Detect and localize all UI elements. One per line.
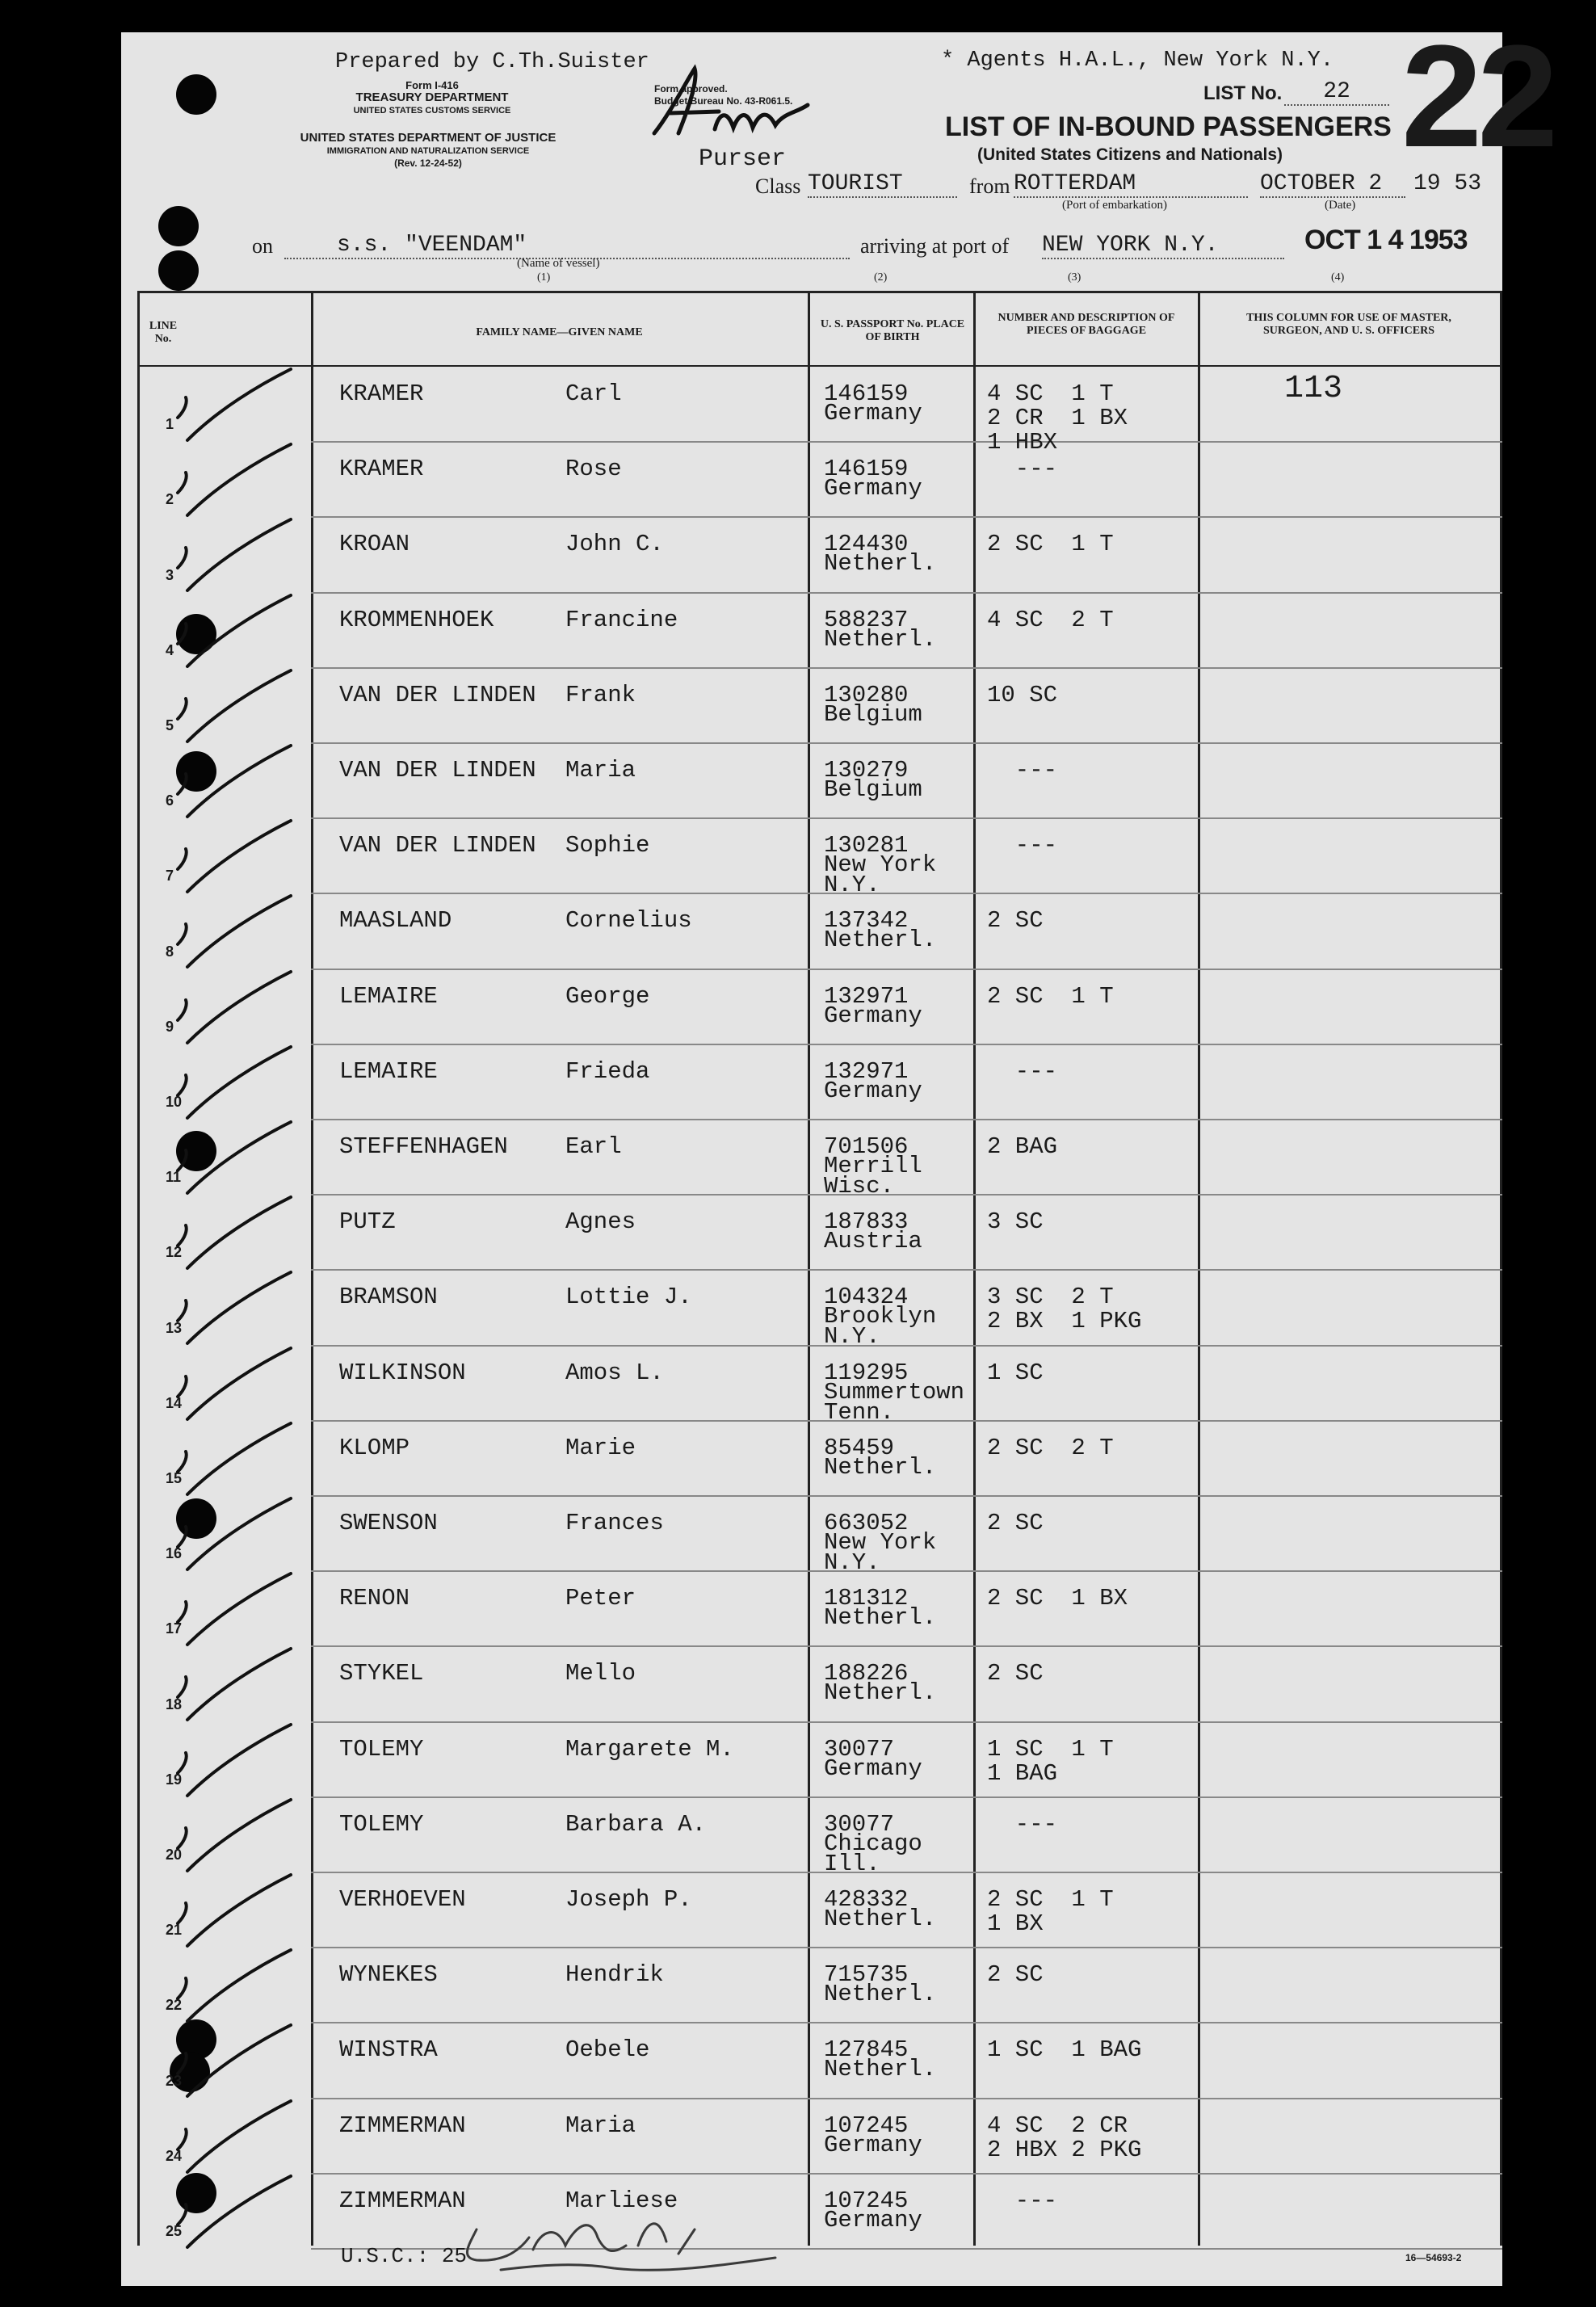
place-of-birth: Germany (824, 2131, 922, 2158)
passport-number: 188226 (824, 1660, 909, 1687)
ins: IMMIGRATION AND NATURALIZATION SERVICE (326, 146, 530, 156)
line-number: 12 (166, 1244, 183, 1261)
treasury-dept: TREASURY DEPARTMENT (355, 90, 509, 104)
line-number: 5 (166, 716, 174, 733)
passport-number: 132971 (824, 982, 909, 1010)
table-row (137, 1572, 1502, 1647)
list-no: 22 (1284, 79, 1389, 106)
place-of-birth: Netherl. (824, 550, 937, 578)
col-num-1: (1) (537, 271, 551, 284)
place-of-birth: Netherl. (824, 2056, 937, 2083)
family-name: STYKEL (339, 1660, 424, 1687)
family-name: VERHOEVEN (339, 1886, 466, 1913)
table-row (137, 1647, 1502, 1722)
line-number: 13 (166, 1319, 183, 1336)
passport-number: 137342 (824, 907, 909, 935)
baggage: --- (987, 456, 1058, 483)
place-of-birth: Merrill Wisc. (824, 1153, 922, 1200)
embarkation-date: OCTOBER 2 (1260, 171, 1405, 198)
given-name: Peter (565, 1585, 636, 1612)
place-of-birth: Netherl. (824, 625, 937, 653)
table-row (137, 744, 1502, 819)
family-name: KROMMENHOEK (339, 606, 494, 633)
given-name: Francine (565, 606, 678, 633)
family-name: TOLEMY (339, 1810, 424, 1838)
passport-number: 701506 (824, 1133, 909, 1160)
table-row (137, 2023, 1502, 2099)
table-row (137, 1873, 1502, 1948)
line-number: 24 (166, 2147, 183, 2164)
revision: (Rev. 12-24-52) (394, 158, 462, 169)
justice-dept: UNITED STATES DEPARTMENT OF JUSTICE (300, 131, 556, 145)
passport-number: 663052 (824, 1510, 909, 1536)
date-caption: (Date) (1325, 199, 1356, 212)
col-num-4: (4) (1331, 271, 1345, 284)
print-code: 16—54693-2 (1405, 2252, 1462, 2263)
family-name: SWENSON (339, 1510, 438, 1536)
passport-number: 130279 (824, 757, 909, 784)
passport-number: 132971 (824, 1057, 909, 1085)
place-of-birth: Netherl. (824, 1604, 937, 1632)
table-row (137, 1120, 1502, 1200)
punch-hole (176, 74, 216, 115)
line-number: 21 (166, 1922, 183, 1939)
punch-hole (158, 206, 199, 246)
from-label: from (969, 174, 1010, 198)
given-name: Rose (565, 456, 622, 483)
family-name: KRAMER (339, 456, 424, 483)
place-of-birth: Germany (824, 1754, 922, 1782)
passport-number: 187833 (824, 1208, 909, 1236)
table-row (137, 1422, 1502, 1497)
baggage: 4 SC 2 CR 2 HBX 2 PKG (987, 2112, 1142, 2163)
header-line-no: LINE No. (149, 320, 178, 345)
passport-number: 130280 (824, 681, 909, 708)
place-of-birth: Germany (824, 400, 922, 427)
place-of-birth: Germany (824, 1077, 922, 1104)
baggage: 2 SC (987, 1510, 1044, 1536)
table-row (137, 970, 1502, 1045)
line-number: 11 (166, 1169, 182, 1186)
line-number: 4 (166, 641, 174, 658)
table-row (137, 1497, 1502, 1576)
baggage: --- (987, 1810, 1058, 1838)
given-name: George (565, 982, 650, 1010)
purser-signature (638, 57, 816, 145)
check-mark (170, 2168, 347, 2257)
given-name: Hendrik (565, 1961, 664, 1989)
form-approved: Form approved. (654, 83, 728, 95)
passport-number: 104324 (824, 1284, 909, 1311)
agents-line: * Agents H.A.L., New York N.Y. (941, 48, 1334, 73)
passport-number: 428332 (824, 1886, 909, 1913)
baggage: 2 SC 2 T (987, 1434, 1114, 1461)
table-row (137, 1948, 1502, 2023)
col-num-2: (2) (874, 271, 888, 284)
baggage: 1 SC (987, 1359, 1044, 1386)
class-value: TOURIST (808, 171, 957, 198)
line-number: 18 (166, 1696, 183, 1712)
passport-number: 85459 (824, 1434, 895, 1461)
table-row (137, 894, 1502, 969)
family-name: TOLEMY (339, 1735, 424, 1763)
passport-number: 119295 (824, 1359, 909, 1386)
baggage: 2 SC (987, 1660, 1044, 1687)
baggage: 2 BAG (987, 1133, 1058, 1160)
place-of-birth: New York N.Y. (824, 851, 937, 899)
given-name: Barbara A. (565, 1810, 707, 1838)
budget-bureau: Budget Bureau No. 43-R061.5. (654, 95, 793, 107)
customs-service: UNITED STATES CUSTOMS SERVICE (353, 106, 511, 116)
embarkation-caption: (Port of embarkation) (1062, 199, 1167, 212)
place-of-birth: Germany (824, 2206, 922, 2233)
family-name: WINSTRA (339, 2036, 438, 2064)
given-name: Cornelius (565, 907, 692, 935)
baggage: 1 SC 1 BAG (987, 2036, 1142, 2064)
given-name: John C. (565, 531, 664, 558)
passport-number: 127845 (824, 2036, 909, 2064)
form-number: Form I-416 (405, 79, 459, 91)
given-name: Lottie J. (565, 1284, 692, 1311)
passport-number: 107245 (824, 2112, 909, 2139)
place-of-birth: Belgium (824, 700, 922, 728)
baggage: 1 SC 1 T 1 BAG (987, 1735, 1114, 1787)
family-name: MAASLAND (339, 907, 452, 935)
family-name: WYNEKES (339, 1961, 438, 1989)
vessel-caption: (Name of vessel) (517, 257, 600, 270)
header-baggage: NUMBER AND DESCRIPTION OF PIECES OF BAGGAGE (998, 312, 1175, 337)
place-of-birth: Germany (824, 475, 922, 502)
arriving-label: arriving at port of (860, 234, 1010, 258)
family-name: VAN DER LINDEN (339, 681, 536, 708)
line-number: 9 (166, 1018, 174, 1035)
family-name: STEFFENHAGEN (339, 1133, 508, 1160)
passport-number: 146159 (824, 456, 909, 483)
table-row (137, 368, 1502, 456)
baggage: 4 SC 1 T 2 CR 1 BX 1 HBX (987, 380, 1128, 456)
line-number: 6 (166, 792, 174, 809)
line-number: 10 (166, 1093, 183, 1110)
family-name: LEMAIRE (339, 1057, 438, 1085)
table-row (137, 1347, 1502, 1426)
baggage: --- (987, 2187, 1058, 2214)
passenger-table (137, 291, 1502, 2246)
given-name: Amos L. (565, 1359, 664, 1386)
place-of-birth: Netherl. (824, 1679, 937, 1707)
family-name: VAN DER LINDEN (339, 757, 536, 784)
baggage: 10 SC (987, 681, 1058, 708)
line-number: 1 (166, 416, 174, 433)
place-of-birth: Summertown Tenn. (824, 1378, 965, 1426)
family-name: ZIMMERMAN (339, 2112, 466, 2139)
given-name: Agnes (565, 1208, 636, 1236)
on-label: on (252, 234, 273, 258)
line-number: 7 (166, 868, 174, 885)
given-name: Frank (565, 681, 636, 708)
table-row (137, 443, 1502, 518)
passport-number: 107245 (824, 2187, 909, 2214)
line-number: 20 (166, 1846, 183, 1863)
baggage: 3 SC 2 T 2 BX 1 PKG (987, 1284, 1142, 1335)
given-name: Frances (565, 1510, 664, 1536)
baggage: 2 SC (987, 1961, 1044, 1989)
family-name: KLOMP (339, 1434, 410, 1461)
usc-count: U.S.C.: 25 (341, 2244, 468, 2268)
form-subtitle: (United States Citizens and Nationals) (977, 145, 1283, 164)
baggage: 2 SC (987, 907, 1044, 935)
given-name: Maria (565, 2112, 636, 2139)
line-number: 15 (166, 1469, 183, 1486)
line-number: 17 (166, 1620, 183, 1637)
table-row (137, 1196, 1502, 1271)
line-number: 8 (166, 943, 174, 960)
line-number: 22 (166, 1997, 183, 2014)
baggage: 3 SC (987, 1208, 1044, 1236)
family-name: LEMAIRE (339, 982, 438, 1010)
table-row (137, 1045, 1502, 1120)
given-name: Oebele (565, 2036, 650, 2064)
header-name: FAMILY NAME—GIVEN NAME (476, 326, 643, 338)
place-of-birth: Brooklyn N.Y. (824, 1303, 937, 1351)
family-name: BRAMSON (339, 1284, 438, 1311)
embarkation-year: 19 53 (1413, 171, 1482, 196)
header-passport: U. S. PASSPORT No. PLACE OF BIRTH (820, 318, 965, 343)
baggage: --- (987, 832, 1058, 859)
line-number: 19 (166, 1771, 183, 1788)
table-row (137, 819, 1502, 899)
passport-number: 715735 (824, 1961, 909, 1989)
given-name: Mello (565, 1660, 636, 1687)
table-row (137, 669, 1502, 744)
given-name: Margarete M. (565, 1735, 734, 1763)
table-row (137, 1723, 1502, 1798)
header-officers: THIS COLUMN FOR USE OF MASTER, SURGEON, AND U. S. OFFICERS (1246, 312, 1451, 337)
table-row (137, 594, 1502, 669)
big-list-number: 22 (1401, 15, 1554, 178)
family-name: KRAMER (339, 380, 424, 407)
passport-number: 146159 (824, 380, 909, 407)
form-title: LIST OF IN-BOUND PASSENGERS (945, 111, 1392, 142)
line-number: 25 (166, 2222, 183, 2239)
port-of-embarkation: ROTTERDAM (1014, 171, 1248, 198)
arrival-date-stamp: OCT 1 4 1953 (1304, 225, 1468, 255)
given-name: Earl (565, 1133, 622, 1160)
passport-number: 30077 (824, 1735, 895, 1763)
purser-label: Purser (699, 145, 787, 173)
baggage: 2 SC 1 T (987, 982, 1114, 1010)
place-of-birth: Netherl. (824, 1906, 937, 1932)
arrival-port: NEW YORK N.Y. (1042, 233, 1284, 259)
given-name: Sophie (565, 832, 650, 859)
line-number: 16 (166, 1545, 183, 1562)
table-row (137, 1271, 1502, 1351)
place-of-birth: Netherl. (824, 1981, 937, 2008)
vessel-name: s.s. "VEENDAM" (284, 233, 850, 259)
given-name: Marliese (565, 2187, 678, 2214)
place-of-birth: Chicago Ill. (824, 1830, 922, 1877)
family-name: KROAN (339, 531, 410, 558)
place-of-birth: Netherl. (824, 1453, 937, 1481)
baggage: 2 SC 1 T (987, 531, 1114, 558)
place-of-birth: Austria (824, 1228, 922, 1255)
line-number: 14 (166, 1394, 183, 1411)
class-label: Class (755, 174, 801, 198)
passport-number: 181312 (824, 1585, 909, 1612)
place-of-birth: Netherl. (824, 927, 937, 954)
passport-number: 130281 (824, 832, 909, 859)
baggage: --- (987, 1057, 1058, 1085)
table-row (137, 1798, 1502, 1877)
col-num-3: (3) (1068, 271, 1082, 284)
officers-note: 113 (1284, 371, 1343, 407)
given-name: Carl (565, 380, 622, 407)
inspector-signature (452, 2181, 824, 2278)
family-name: PUTZ (339, 1208, 396, 1236)
baggage: 2 SC 1 BX (987, 1585, 1128, 1612)
line-number: 2 (166, 491, 174, 508)
punch-hole (158, 250, 199, 291)
passport-number: 124430 (824, 531, 909, 558)
place-of-birth: Belgium (824, 776, 922, 803)
baggage: 2 SC 1 T 1 BX (987, 1886, 1114, 1937)
table-row (137, 518, 1502, 593)
place-of-birth: Germany (824, 1002, 922, 1029)
given-name: Maria (565, 757, 636, 784)
family-name: RENON (339, 1585, 410, 1612)
place-of-birth: New York N.Y. (824, 1529, 937, 1576)
baggage: --- (987, 757, 1058, 784)
prepared-by: Prepared by C.Th.Suister (335, 50, 649, 74)
list-no-label: LIST No. (1203, 82, 1283, 104)
passport-number: 30077 (824, 1810, 895, 1838)
table-row (137, 2099, 1502, 2175)
passport-number: 588237 (824, 606, 909, 633)
given-name: Marie (565, 1434, 636, 1461)
family-name: VAN DER LINDEN (339, 832, 536, 859)
given-name: Joseph P. (565, 1886, 692, 1913)
baggage: 4 SC 2 T (987, 606, 1114, 633)
family-name: WILKINSON (339, 1359, 466, 1386)
line-number: 3 (166, 566, 174, 583)
line-number: 23 (166, 2072, 183, 2089)
family-name: ZIMMERMAN (339, 2187, 466, 2214)
given-name: Frieda (565, 1057, 650, 1085)
